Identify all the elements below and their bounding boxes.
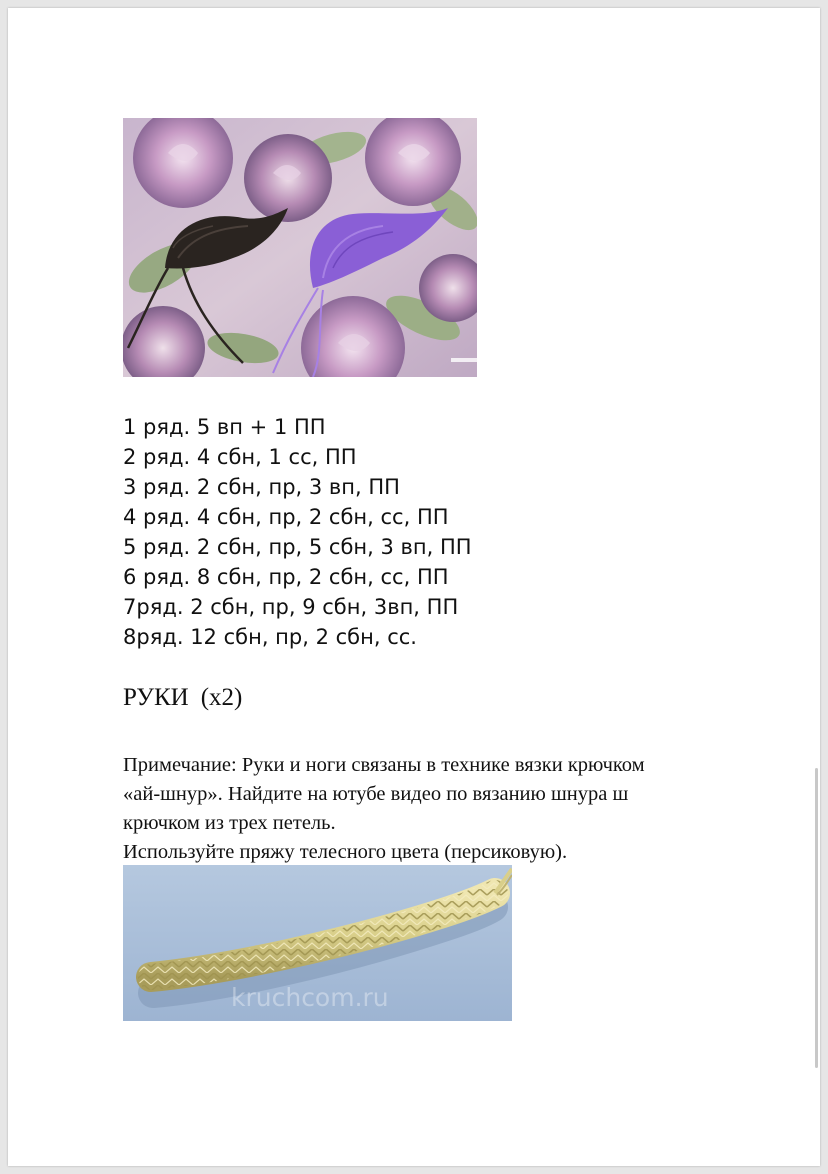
- wings-photo-drawing: [123, 118, 477, 377]
- note-line: Используйте пряжу телесного цвета (персиковую).: [123, 841, 568, 863]
- pattern-row: 2 ряд. 4 сбн, 1 сс, ПП: [123, 445, 357, 469]
- cord-photo: [123, 865, 512, 1021]
- section-title: [123, 684, 242, 712]
- pattern-row: 5 ряд. 2 сбн, пр, 5 сбн, 3 вп, ПП: [123, 535, 472, 559]
- note-line: Примечание: Руки и ноги связаны в технике вязки крючком: [123, 754, 645, 776]
- wings-photo: [123, 118, 477, 377]
- pattern-row: 1 ряд. 5 вп + 1 ПП: [123, 415, 326, 439]
- pattern-row: 4 ряд. 4 сбн, пр, 2 сбн, сс, ПП: [123, 505, 449, 529]
- document-page: [8, 8, 820, 1166]
- section-quantity: (х2): [200, 684, 243, 711]
- note-paragraph: [123, 751, 783, 867]
- note-line: крючком из трех петель.: [123, 812, 336, 834]
- pattern-row: 6 ряд. 8 сбн, пр, 2 сбн, сс, ПП: [123, 565, 449, 589]
- cord-photo-watermark: kruchcom.ru: [231, 983, 389, 1012]
- pattern-row: 3 ряд. 2 сбн, пр, 3 вп, ПП: [123, 475, 400, 499]
- scrollbar[interactable]: [815, 768, 818, 1068]
- pattern-row: 8ряд. 12 сбн, пр, 2 сбн, сс.: [123, 625, 417, 649]
- section-title-text: РУКИ: [123, 684, 189, 711]
- pattern-rows: [123, 412, 472, 652]
- note-line: «ай-шнур». Найдите на ютубе видео по вязанию шнура ш: [123, 783, 629, 805]
- pattern-row: 7ряд. 2 сбн, пр, 9 сбн, 3вп, ПП: [123, 595, 459, 619]
